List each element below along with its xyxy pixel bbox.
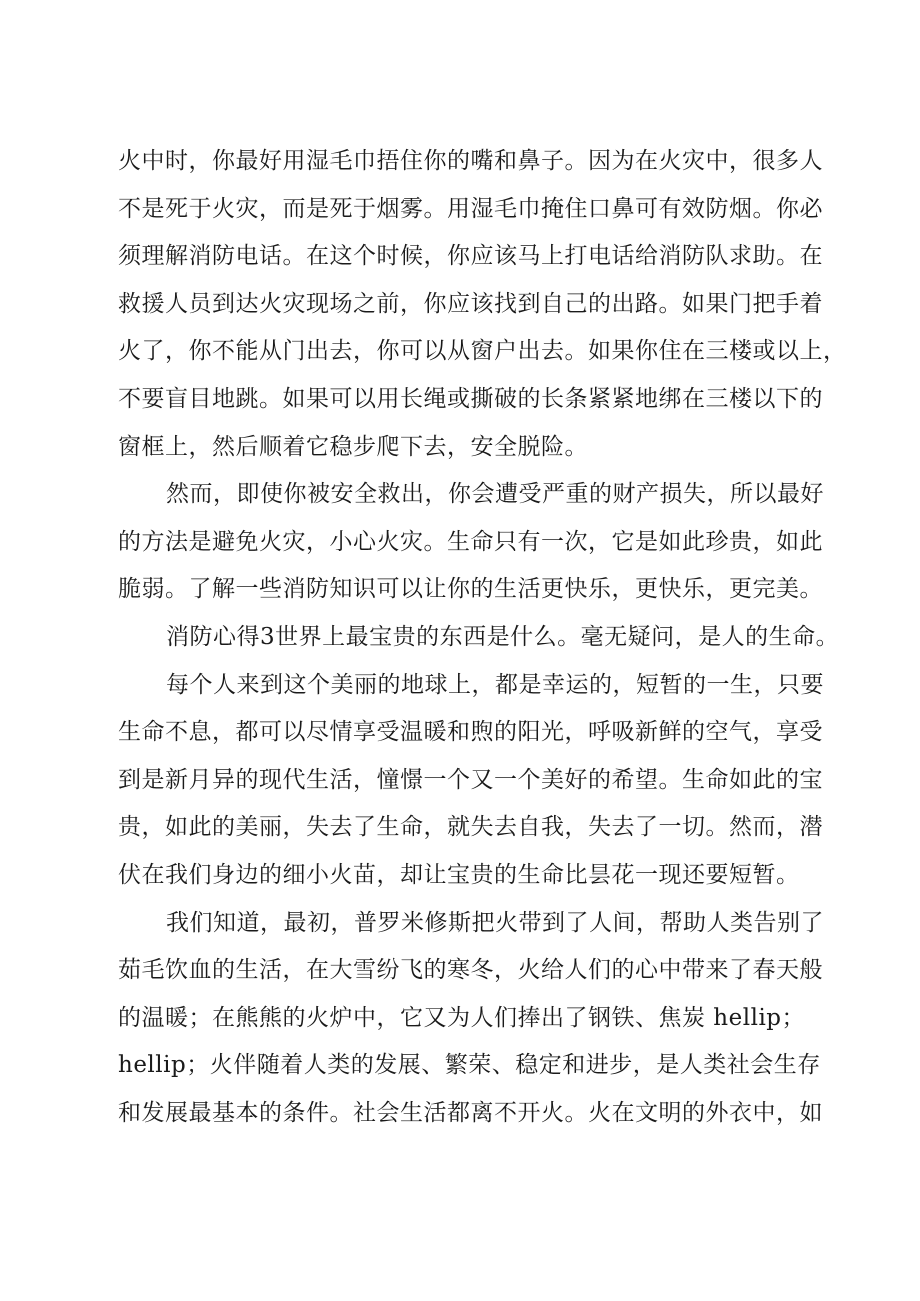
text-line: 窗框上，然后顺着它稳步爬下去，安全脱险。	[118, 433, 588, 460]
paragraph-start-line: 我们知道，最初，普罗米修斯把火带到了人间，帮助人类告别了	[166, 909, 824, 936]
text-line: 救援人员到达火灾现场之前，你应该找到自己的出路。如果门把手着	[118, 290, 823, 317]
text-line: 不要盲目地跳。如果可以用长绳或撕破的长条紧紧地绑在三楼以下的	[118, 385, 823, 412]
text-line: 火中时，你最好用湿毛巾捂住你的嘴和鼻子。因为在火灾中，很多人	[118, 148, 823, 174]
text-line: 到是新月异的现代生活，憧憬一个又一个美好的希望。生命如此的宝	[118, 766, 823, 793]
text-line: 和发展最基本的条件。社会生活都离不开火。火在文明的外衣中，如	[118, 1099, 823, 1126]
body-text	[118, 138, 847, 1137]
text-line: 伏在我们身边的细小火苗，却让宝贵的生命比昙花一现还要短暂。	[118, 861, 800, 888]
text-line: 火了，你不能从门出去，你可以从窗户出去。如果你住在三楼或以上，	[118, 338, 847, 365]
text-line: 茹毛饮血的生活，在大雪纷飞的寒冬，火给人们的心中带来了春天般	[118, 957, 823, 984]
paragraph-start-line: 每个人来到这个美丽的地球上，都是幸运的，短暂的一生，只要	[166, 671, 824, 698]
text-line: hellip；火伴随着人类的发展、繁荣、稳定和进步，是人类社会生存	[118, 1052, 821, 1079]
text-line: 的温暖；在熊熊的火炉中，它又为人们捧出了钢铁、焦炭 hellip；	[118, 1004, 806, 1031]
text-line: 须理解消防电话。在这个时候，你应该马上打电话给消防队求助。在	[118, 243, 823, 270]
text-line: 不是死于火灾，而是死于烟雾。用湿毛巾掩住口鼻可有效防烟。你必	[118, 195, 823, 222]
text-line: 贵，如此的美丽，失去了生命，就失去自我，失去了一切。然而，潜	[118, 814, 823, 841]
paragraph-start-line: 然而，即使你被安全救出，你会遭受严重的财产损失，所以最好	[166, 481, 824, 508]
text-line: 脆弱。了解一些消防知识可以让你的生活更快乐，更快乐，更完美。	[118, 576, 823, 603]
paragraph-start-line: 消防心得3世界上最宝贵的东西是什么。毫无疑问，是人的生命。	[166, 623, 840, 650]
text-line: 生命不息，都可以尽情享受温暖和煦的阳光，呼吸新鲜的空气，享受	[118, 719, 823, 746]
text-line: 的方法是避免火灾，小心火灾。生命只有一次，它是如此珍贵，如此	[118, 528, 823, 555]
